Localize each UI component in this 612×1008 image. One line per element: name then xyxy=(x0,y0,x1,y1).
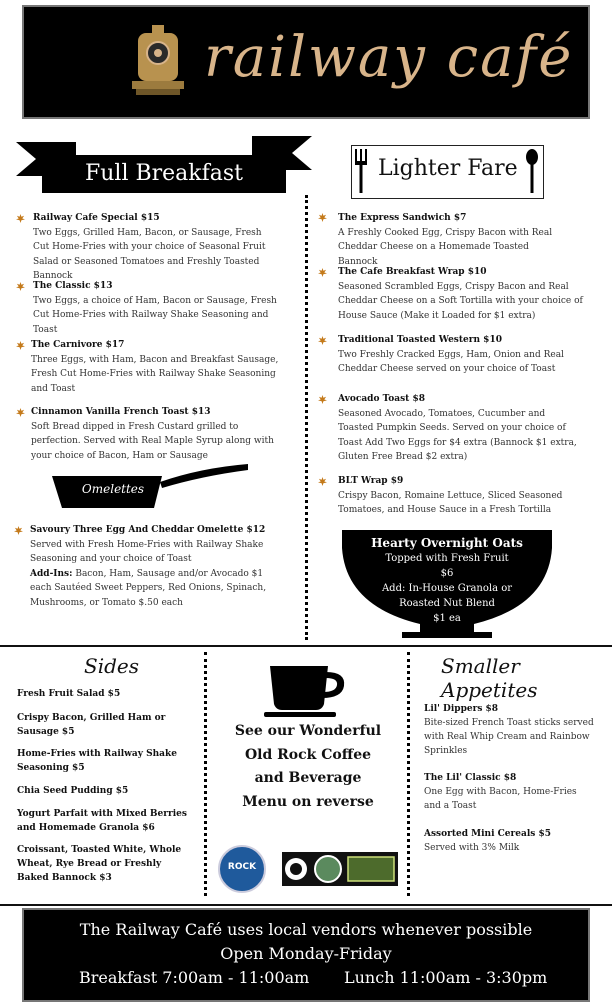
menu-item xyxy=(338,211,568,269)
maple-leaf-icon xyxy=(318,268,327,277)
oats-info xyxy=(340,536,554,626)
item-title: Avocado Toast $8 xyxy=(338,394,425,404)
addins-label: Add-Ins: xyxy=(30,568,73,579)
footer-vendors: The Railway Café uses local vendors whenever possible xyxy=(79,920,533,939)
section-divider xyxy=(0,904,612,906)
item-desc: Bite-sized French Toast sticks served with Real Whip Cream and Rainbow Sprinkles xyxy=(424,718,594,756)
menu-item xyxy=(338,333,568,377)
item-title: BLT Wrap $9 xyxy=(338,476,404,486)
menu-item xyxy=(338,474,568,518)
item-desc: Seasoned Scrambled Eggs, Crispy Bacon and Real Cheddar Cheese on a Soft Tortilla with your choice of House Sauce (Make it Loaded for $1 extra) xyxy=(338,281,583,321)
header-banner xyxy=(22,5,590,119)
cafe-title: railway café xyxy=(204,25,574,90)
menu-item xyxy=(33,211,278,284)
lighter-fare-title: Lighter Fare xyxy=(378,156,518,181)
maple-leaf-icon xyxy=(16,214,25,223)
coffee-cup-icon xyxy=(264,664,350,720)
item-title: The Cafe Breakfast Wrap $10 xyxy=(338,267,487,277)
footer-breakfast-hours: Breakfast 7:00am - 11:00am xyxy=(79,968,310,987)
item-desc: Served with Fresh Home-Fries with Railway Shake Seasoning and your choice of Toast xyxy=(30,539,264,564)
item-title: The Carnivore $17 xyxy=(31,340,125,350)
section-divider xyxy=(0,645,612,647)
menu-item xyxy=(31,338,281,396)
item-desc: Two Eggs, Grilled Ham, Bacon, or Sausage, Fresh Cut Home-Fries with your choice of Seasonal Fruit Salad or Seasoned Tomatoes and Freshly Toasted Bannock xyxy=(33,227,266,281)
full-breakfast-title: Full Breakfast xyxy=(42,155,286,193)
omelettes-title: Omelettes xyxy=(81,482,145,496)
footer-banner xyxy=(22,908,590,1002)
item-desc: Crispy Bacon, Romaine Lettuce, Sliced Seasoned Tomatoes, and House Sauce in a Fresh Tortilla xyxy=(338,490,563,515)
item-desc: One Egg with Bacon, Home-Fries and a Toast xyxy=(424,787,577,811)
train-logo-icon xyxy=(128,25,188,100)
fork-icon xyxy=(354,149,368,193)
item-desc: Two Freshly Cracked Eggs, Ham, Onion and Real Cheddar Cheese served on your choice of Toast xyxy=(338,349,564,374)
maple-leaf-icon xyxy=(16,282,25,291)
addins-desc: Bacon, Ham, Sausage and/or Avocado $1 each Sautéed Sweet Peppers, Red Onions, Spinach, Mushrooms, or Tomato $.50 each xyxy=(30,568,267,608)
side-item: Fresh Fruit Salad $5 xyxy=(17,689,121,699)
menu-item xyxy=(338,265,600,323)
sides-title: Sides xyxy=(84,654,139,678)
spoon-icon xyxy=(525,149,539,193)
item-desc: Soft Bread dipped in Fresh Custard grilled to perfection. Served with Real Maple Syrup along with your choice of Bacon, Ham or Sausage xyxy=(31,421,274,461)
item-title: The Classic $13 xyxy=(33,281,113,291)
coffee-note: See our Wonderful Old Rock Coffee and Beverage Menu on reverse xyxy=(234,723,382,810)
item-title: Traditional Toasted Western $10 xyxy=(338,335,502,345)
menu-item xyxy=(424,771,592,813)
menu-item xyxy=(33,279,283,337)
menu-item xyxy=(31,405,281,463)
menu-item xyxy=(424,827,596,855)
side-item: Yogurt Parfait with Mixed Berries and Homemade Granola $6 xyxy=(17,809,187,833)
item-desc: Seasoned Avocado, Tomatoes, Cucumber and Toasted Pumpkin Seeds. Served on your choice of Toast Add Two Eggs for $4 extra (Bannock $1 extra, Gluten Free Bread $2 extra) xyxy=(338,408,577,462)
column-divider xyxy=(305,195,308,640)
footer-lunch-hours: Lunch 11:00am - 3:30pm xyxy=(344,968,548,987)
smaller-appetites-title: Smaller Appetites xyxy=(441,654,538,702)
oats-price: $6 xyxy=(440,568,454,579)
side-item: Home-Fries with Railway Shake Seasoning $5 xyxy=(17,749,177,773)
maple-leaf-icon xyxy=(318,477,327,486)
item-desc: Served with 3% Milk xyxy=(424,843,520,853)
item-title: The Express Sandwich $7 xyxy=(338,213,467,223)
maple-leaf-icon xyxy=(14,526,23,535)
menu-item xyxy=(338,392,578,465)
item-title: Savoury Three Egg And Cheddar Omelette $12 xyxy=(30,525,266,535)
item-title: Assorted Mini Cereals $5 xyxy=(424,829,551,839)
item-desc: A Freshly Cooked Egg, Crispy Bacon with Real Cheddar Cheese on a Homemade Toasted Bannock xyxy=(338,227,553,267)
maple-leaf-icon xyxy=(318,336,327,345)
oats-title: Hearty Overnight Oats xyxy=(371,536,523,550)
item-desc: Two Eggs, a choice of Ham, Bacon or Sausage, Fresh Cut Home-Fries with Railway Shake Seasoning and Toast xyxy=(33,295,277,335)
maple-leaf-icon xyxy=(16,408,25,417)
column-divider xyxy=(204,652,207,896)
item-title: Railway Cafe Special $15 xyxy=(33,213,160,223)
certification-logos xyxy=(282,852,398,886)
side-item: Croissant, Toasted White, Whole Wheat, Rye Bread or Freshly Baked Bannock $3 xyxy=(17,845,182,883)
maple-leaf-icon xyxy=(318,213,327,222)
footer-open-days: Open Monday-Friday xyxy=(220,944,392,963)
item-title: Cinnamon Vanilla French Toast $13 xyxy=(31,407,211,417)
oats-line: Add: In-House Granola or Roasted Nut Blend xyxy=(381,583,513,609)
item-desc: Three Eggs, with Ham, Bacon and Breakfast Sausage, Fresh Cut Home-Fries with Railway Shake Seasoning and Toast xyxy=(31,354,279,394)
side-item: Crispy Bacon, Grilled Ham or Sausage $5 xyxy=(17,713,166,737)
item-title: The Lil' Classic $8 xyxy=(424,773,517,783)
menu-item xyxy=(30,523,285,610)
old-rock-logo-text: ROCK xyxy=(227,862,257,872)
column-divider xyxy=(407,652,410,896)
oats-addon-price: $1 ea xyxy=(433,613,461,624)
menu-item xyxy=(424,702,596,758)
side-item: Chia Seed Pudding $5 xyxy=(17,786,129,796)
maple-leaf-icon xyxy=(16,341,25,350)
maple-leaf-icon xyxy=(318,395,327,404)
oats-line: Topped with Fresh Fruit xyxy=(385,553,509,564)
item-title: Lil' Dippers $8 xyxy=(424,704,499,714)
